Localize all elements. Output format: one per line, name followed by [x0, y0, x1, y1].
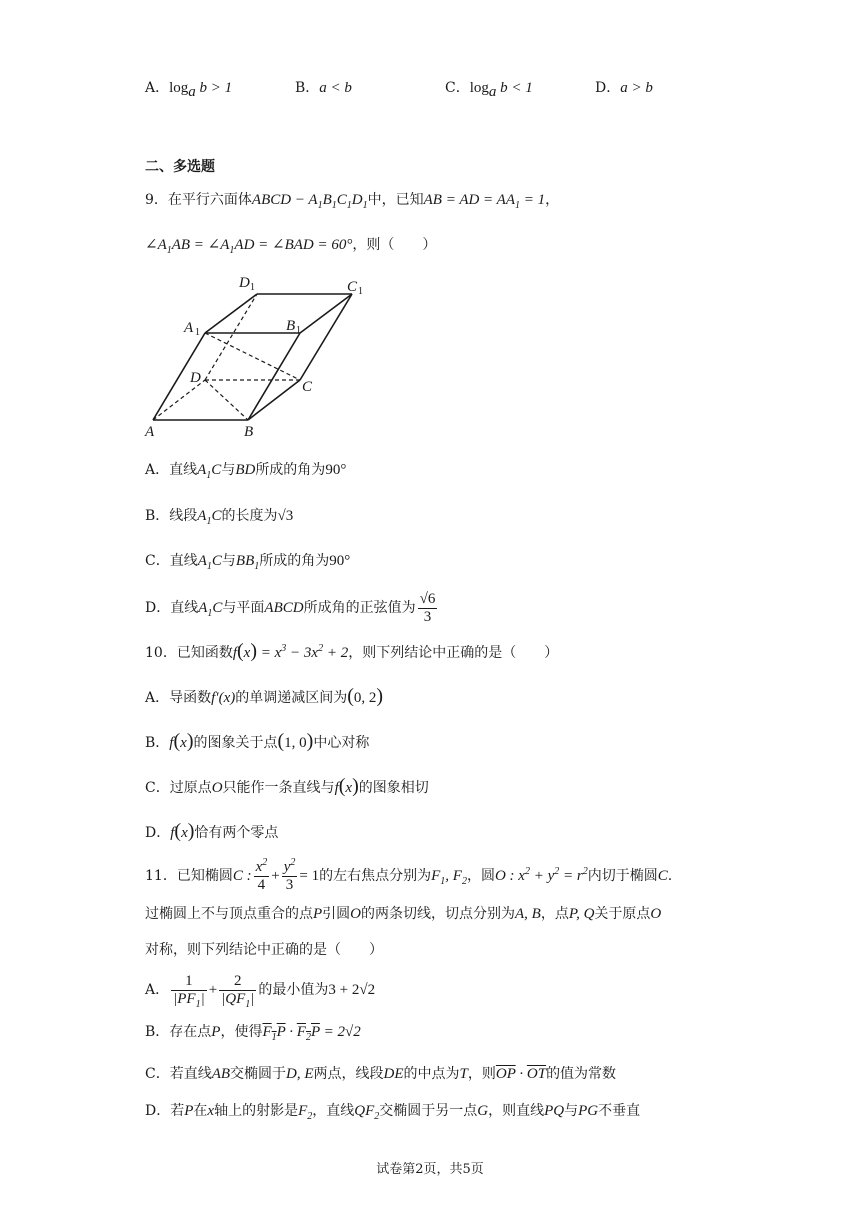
q10-option-c: C．过原点O只能作一条直线与f(x)的图象相切	[145, 775, 429, 797]
q8-option-d: D．a > b	[595, 80, 653, 96]
q11-option-d: D．若P在x轴上的射影是$F_2$，直线$QF_2$交椭圆于另一点G，则直线PQ与PG不垂直	[145, 1103, 641, 1122]
label-b1: B	[286, 318, 296, 334]
q9-option-d: D．直线$A_1C$与平面ABCD所成角的正弦值为 $\frac{√6}{3}$	[145, 590, 436, 625]
svg-text:1: 1	[195, 327, 200, 338]
label-d1: D	[239, 275, 250, 291]
svg-text:1: 1	[358, 286, 363, 297]
svg-text:1: 1	[296, 325, 301, 336]
q9-option-a: A．直线$A_1C$与BD所成的角为90°	[145, 462, 347, 481]
q9-option-b: B．线段$A_1C$的长度为√3	[145, 508, 294, 527]
q10-option-b: B．f(x)的图象关于点(1, 0)中心对称	[145, 730, 370, 752]
q10-stem: 10．已知函数$f(x) = x^3 - 3x^2 + 2$，则下列结论中正确的是（ ）	[145, 640, 559, 662]
q11-stem-line2: 过椭圆上不与顶点重合的点P引圆O的两条切线，切点分别为A, B，点P, Q关于原点O	[145, 906, 662, 922]
q8-option-b: B．a < b	[295, 80, 352, 96]
label-b: B	[244, 424, 254, 440]
q9-stem-line2: $\angle A_1AB$ = $\angle A_1AD$ = ∠BAD = 60°，则（ ）	[145, 237, 437, 256]
q11-option-c: C．若直线AB交椭圆于D, E两点，线段DE的中点为T，则$\overline{OP} \cdot \overline{OT}$的值为常数	[145, 1066, 617, 1082]
q11-stem: 11．已知椭圆C : $\frac{x^2}{4}$ + $\frac{y^2}{3}$ = 1的左右焦点分别为$F_1$, $F_2$，圆O : $x^2 + y^2 = r^2$内切于椭圆C.	[145, 856, 673, 893]
q9-stem: 9．在平行六面体ABCD − $A_1B_1C_1D_1$中，已知AB = AD = $AA_1 = 1$，	[145, 192, 560, 211]
q10-option-d: D．f(x)恰有两个零点	[145, 820, 279, 842]
q11-option-a: A． $\frac{1}{|PF_1|}$ + $\frac{2}{|QF_1|}$ 的最小值为3 + 2√2	[145, 972, 376, 1010]
q9-option-c: C．直线$A_1C$与$BB_1$所成的角为90°	[145, 553, 351, 572]
q8-option-c: C．$\log_a b < 1$	[445, 80, 533, 100]
label-c1: C	[347, 279, 358, 295]
section-title: 二、多选题	[145, 159, 215, 175]
q10-option-a: A．导函数f′(x)的单调递减区间为(0, 2)	[145, 685, 384, 707]
parallelepiped-figure	[140, 270, 380, 445]
label-a: A	[145, 424, 155, 440]
q11-option-b: B．存在点P，使得$F_1P \cdot F_2P = 2√2$	[145, 1024, 361, 1043]
q11-stem-line3: 对称，则下列结论中正确的是（ ）	[145, 942, 383, 958]
label-a1: A	[184, 320, 194, 336]
label-c: C	[302, 379, 313, 395]
page-footer: 试卷第2页，共5页	[376, 1162, 484, 1177]
q8-option-a: A．$\log_a b > 1$	[145, 80, 233, 100]
label-d: D	[190, 370, 201, 386]
svg-text:1: 1	[250, 282, 255, 293]
